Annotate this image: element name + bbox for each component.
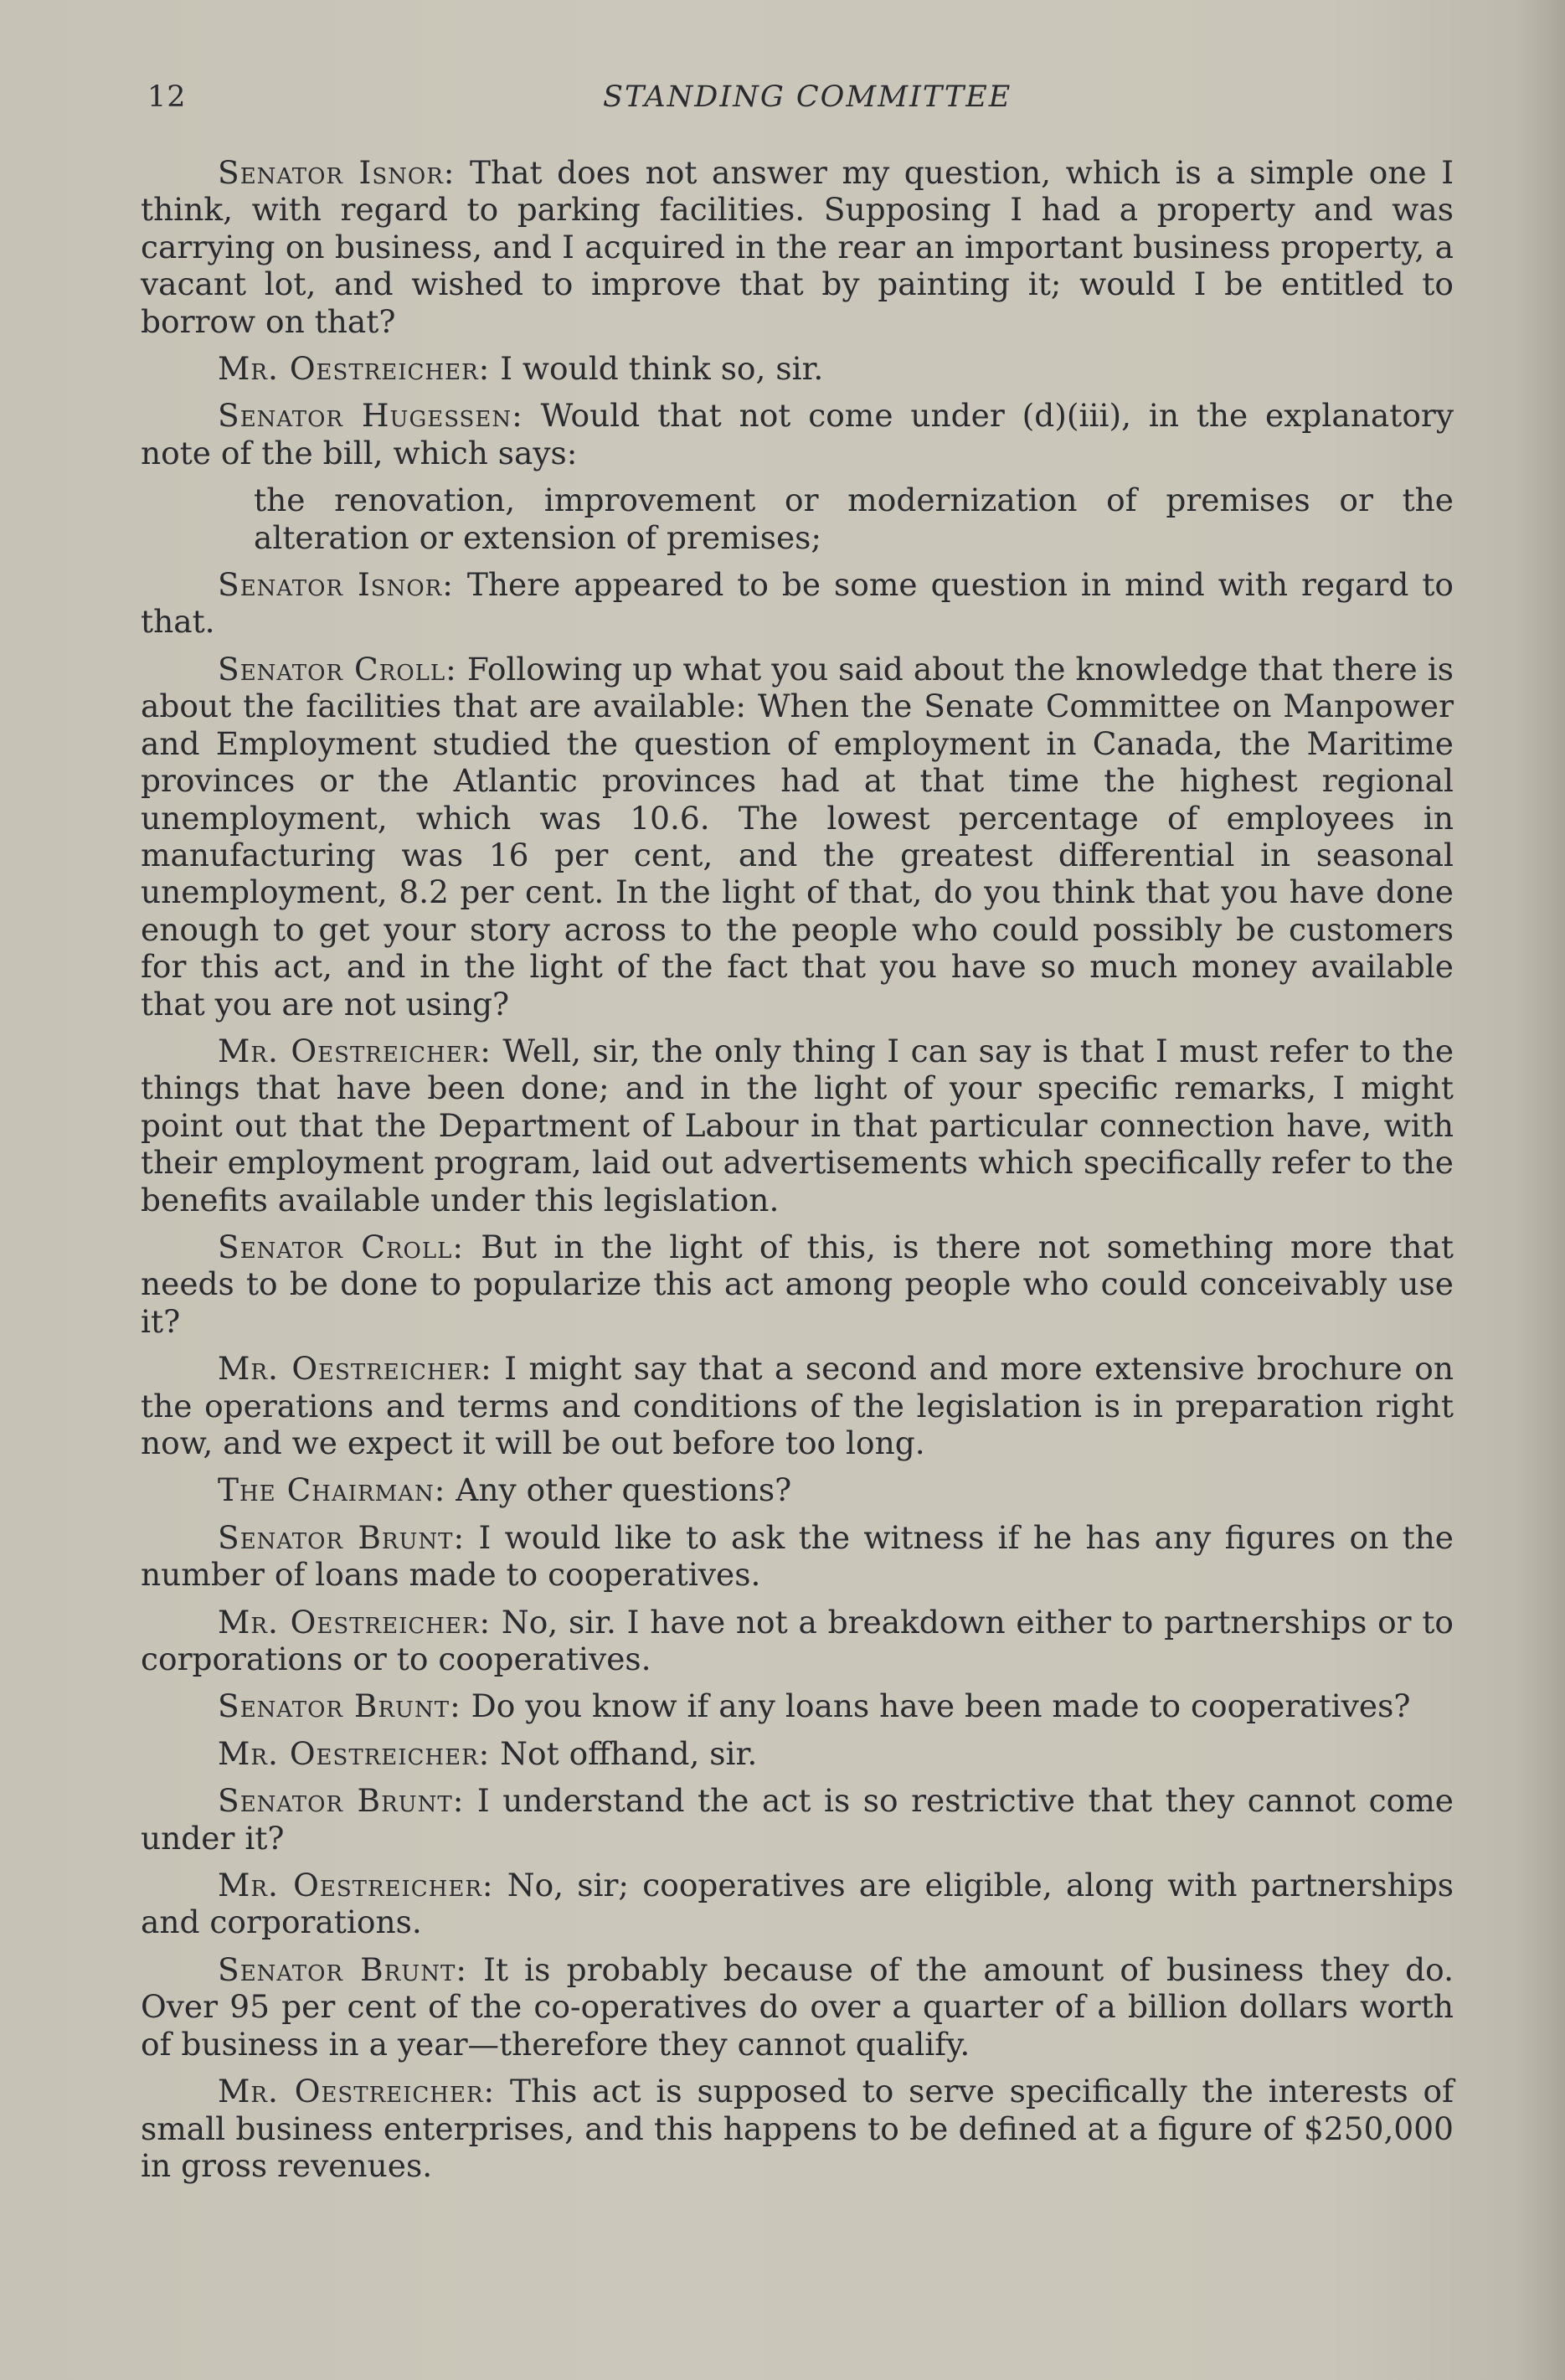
speaker-name: Senator Isnor: [218, 154, 456, 191]
transcript-paragraph [141, 1867, 1454, 1941]
transcript-paragraph [141, 1229, 1454, 1340]
transcript-paragraph [141, 154, 1454, 340]
speech-text: I would like to ask the witness if he has any figures on the number of loans made to cooperatives. [141, 1518, 1454, 1594]
speaker-name: Mr. Oestreicher: [218, 350, 491, 388]
speaker-name: The Chairman: [218, 1471, 446, 1509]
speech-text: This act is supposed to serve specifically the interests of small business enterprises, and this happens to be defined at a figure of $250,000 in gross revenues. [141, 2073, 1454, 2184]
speech-text: Would that not come under (d)(iii), in the explanatory note of the bill, which says: [141, 397, 1454, 471]
transcript-paragraph [141, 1687, 1454, 1724]
speaker-name: Mr. Oestreicher: [218, 1867, 494, 1904]
speaker-name: Mr. Oestreicher: [218, 1734, 491, 1772]
speaker-name: Senator Brunt: [218, 1518, 466, 1556]
transcript-paragraph [141, 1735, 1454, 1772]
transcript-body [141, 154, 1454, 2194]
speech-text: Not offhand, sir. [500, 1734, 758, 1772]
speech-text: Well, sir, the only thing I can say is that I must refer to the things that have been done; and in the light of your specific remarks, I might point out that the Department of Labour in that particular connection have, with their employment program, laid out advertisements which specifically refer to the benefits available under this legislation. [141, 1032, 1454, 1218]
quote-text: the renovation, improvement or modernization of premises or the alteration or extension of premises; [254, 482, 1454, 556]
transcript-paragraph [141, 397, 1454, 471]
transcript-paragraph [141, 566, 1454, 641]
speaker-name: Senator Hugessen: [218, 397, 523, 435]
speaker-name: Senator Brunt: [218, 1782, 465, 1820]
speech-text: No, sir. I have not a breakdown either to partnerships or to corporations or to cooperatives. [141, 1603, 1454, 1678]
speaker-name: Senator Croll: [218, 650, 457, 688]
speaker-name: Senator Isnor: [218, 566, 454, 604]
speaker-name: Mr. Oestreicher: [218, 1603, 492, 1641]
speech-text: Do you know if any loans have been made to cooperatives? [471, 1687, 1411, 1725]
transcript-paragraph [141, 1471, 1454, 1508]
speech-text: But in the light of this, is there not something more that needs to be done to popularize this act among people who could conceivably use it? [141, 1228, 1454, 1340]
transcript-paragraph [141, 1350, 1454, 1461]
speech-text: Any other questions? [456, 1471, 792, 1509]
transcript-paragraph [141, 2073, 1454, 2184]
transcript-paragraph [141, 1782, 1454, 1857]
transcript-paragraph [141, 1604, 1454, 1678]
transcript-paragraph [141, 350, 1454, 387]
transcript-paragraph [141, 1033, 1454, 1218]
speech-text: I might say that a second and more extensive brochure on the operations and terms and conditions of the legislation is in preparation right now, and we expect it will be out before too long. [141, 1350, 1454, 1461]
speech-text: No, sir; cooperatives are eligible, along with partnerships and corporations. [141, 1867, 1454, 1941]
speech-text: There appeared to be some question in mind with regard to that. [141, 566, 1454, 641]
speech-text: Following up what you said about the knowledge that there is about the facilities that are available: When the Senate Committee on Manpower and Employment studied the question of employment in Canada, the Maritime provinces or the Atlantic provinces had at that time the highest regional unemployment, which was 10.6. The lowest percentage of employees in manufacturing was 16 per cent, and the greatest differential in seasonal unemployment, 8.2 per cent. In the light of that, do you think that you have done enough to get your story across to the people who could possibly be customers for this act, and in the light of the fact that you have so much money available that you are not using? [141, 650, 1454, 1023]
speaker-name: Senator Brunt: [218, 1950, 467, 1988]
block-quote [141, 482, 1454, 556]
speaker-name: Senator Croll: [218, 1228, 465, 1265]
transcript-paragraph [141, 1951, 1454, 2063]
page-header [134, 80, 1449, 122]
transcript-paragraph [141, 651, 1454, 1023]
speaker-name: Mr. Oestreicher: [218, 2073, 496, 2110]
running-head: STANDING COMMITTEE [603, 80, 1012, 114]
speech-text: I would think so, sir. [500, 350, 824, 388]
speaker-name: Mr. Oestreicher: [218, 1032, 492, 1069]
speech-text: That does not answer my question, which is a simple one I think, with regard to parking facilities. Supposing I had a property and was carrying on business, and I acquired in the rear an important business property, a vacant lot, and wished to improve that by painting it; would I be entitled to borrow on that? [141, 154, 1454, 340]
speech-text: It is probably because of the amount of business they do. Over 95 per cent of the co-operatives do over a quarter of a billion dollars worth of business in a year—therefore they cannot qualify. [141, 1950, 1454, 2063]
transcript-paragraph [141, 1519, 1454, 1594]
speaker-name: Mr. Oestreicher: [218, 1350, 492, 1388]
speaker-name: Senator Brunt: [218, 1687, 461, 1725]
page-number: 12 [147, 80, 187, 114]
speech-text: I understand the act is so restrictive that they cannot come under it? [141, 1782, 1454, 1857]
